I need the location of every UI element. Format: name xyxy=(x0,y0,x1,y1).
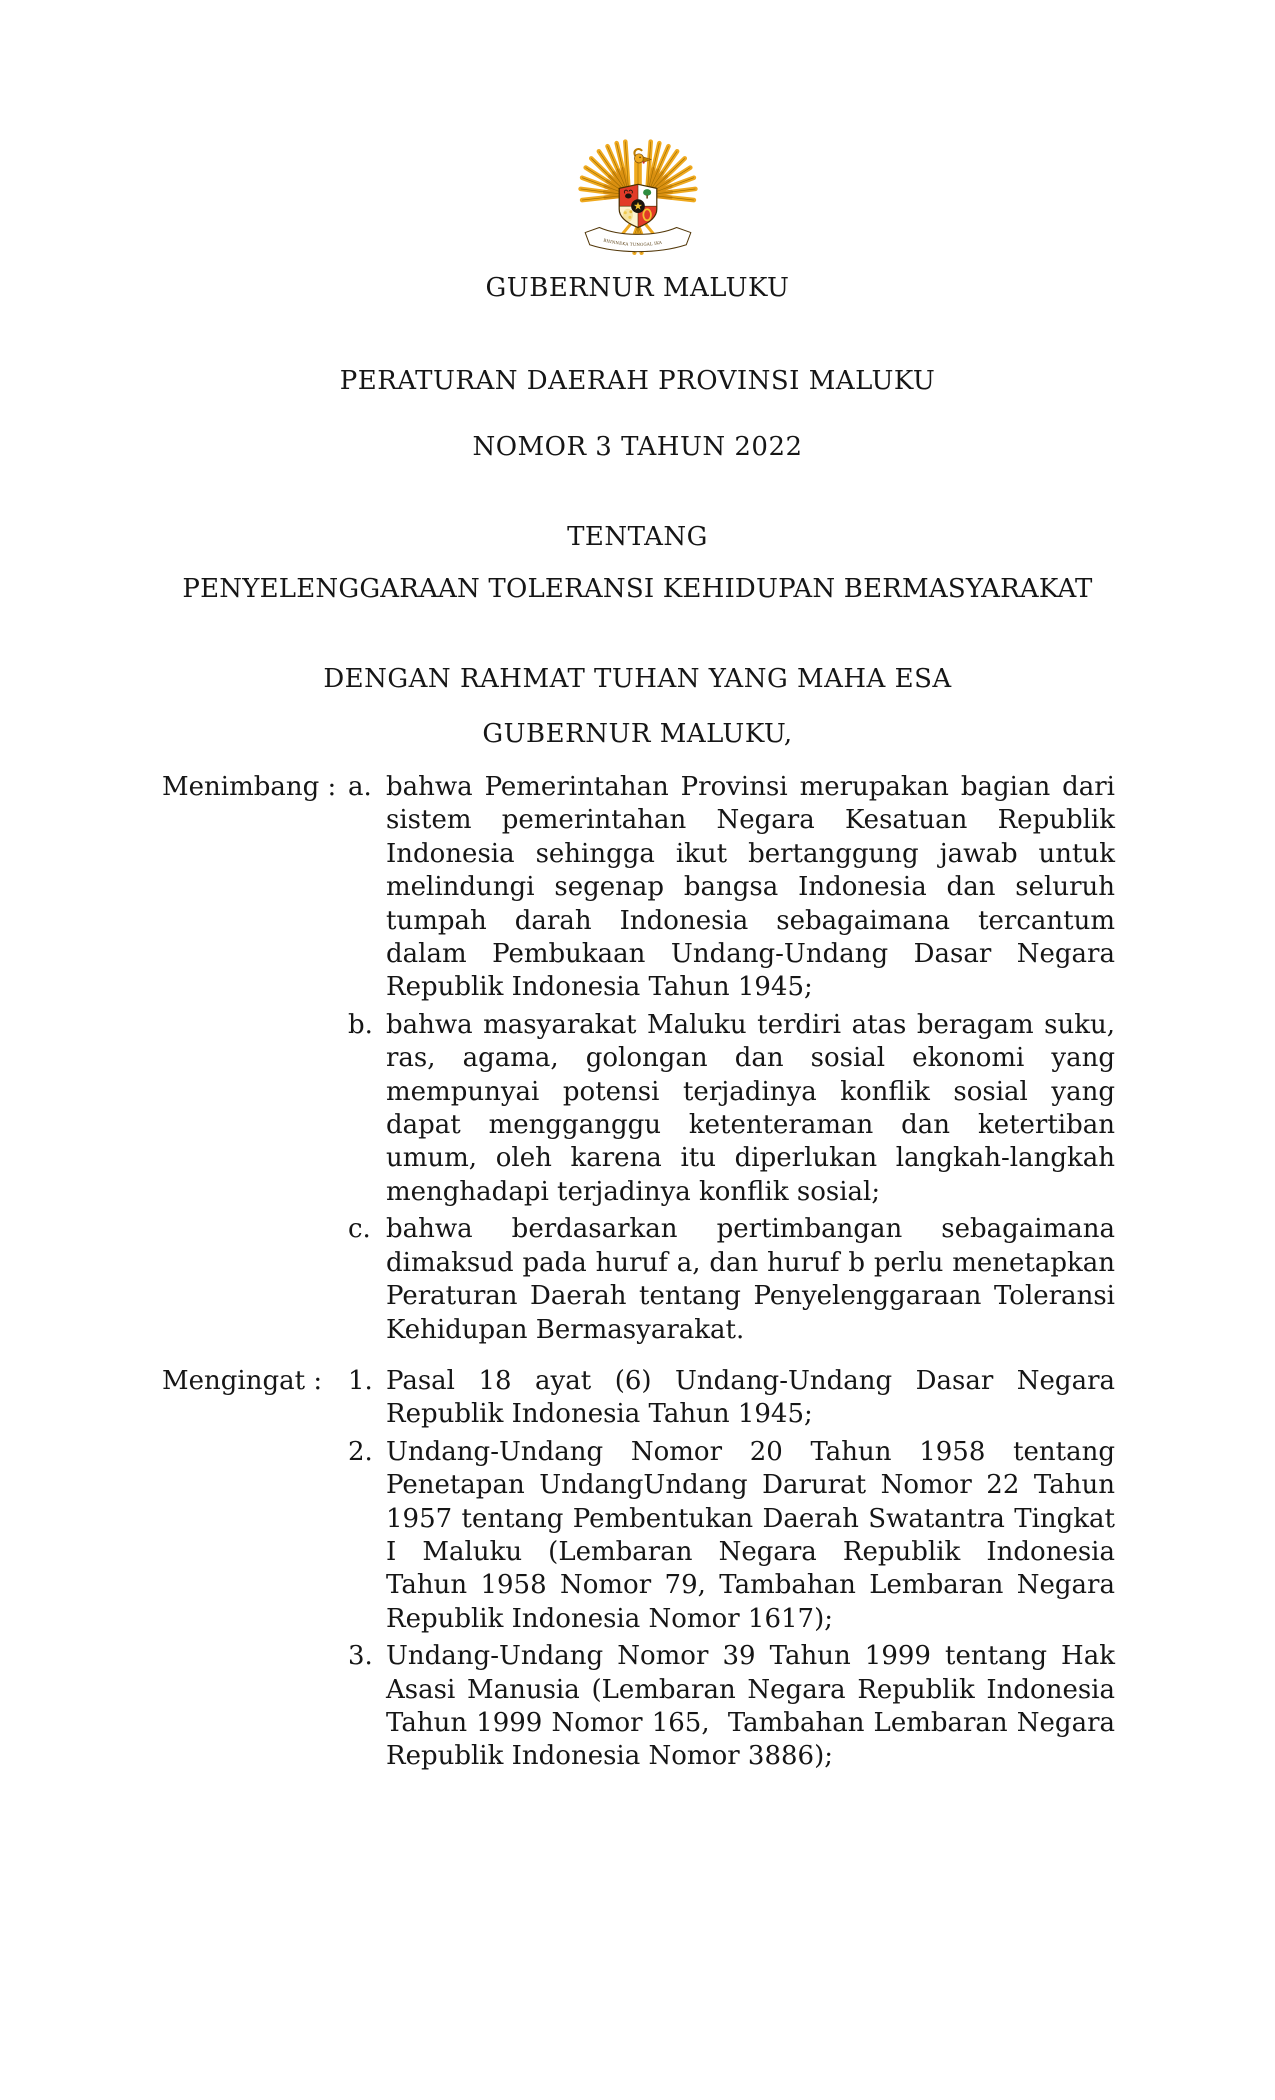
list-item xyxy=(348,1365,1115,1432)
list-item xyxy=(348,1640,1115,1774)
list-item xyxy=(348,1009,1115,1209)
remembering-items xyxy=(348,1365,1115,1774)
considering-label: Menimbang : xyxy=(162,772,337,802)
ribbon-text: BHINNEKA TUNGGAL IKA xyxy=(602,237,662,247)
list-item-marker: 3. xyxy=(348,1641,373,1672)
regulation-subject: PENYELENGGARAAN TOLERANSI KEHIDUPAN BERMASYARAKAT xyxy=(182,574,1093,604)
regulation-title-block xyxy=(0,332,1275,497)
list-item-marker: a. xyxy=(348,772,372,802)
list-item xyxy=(348,1213,1115,1347)
considering-section xyxy=(162,771,1115,1347)
list-item-text: bahwa berdasarkan pertimbangan sebagaimana dimaksud pada huruf a, dan huruf b perlu menetapkan Peraturan Daerah tentang Penyelenggaraan Toleransi Kehidupan Bermasyarakat. xyxy=(386,1214,1115,1345)
regulation-number: NOMOR 3 TAHUN 2022 xyxy=(472,432,803,462)
issuer-line: GUBERNUR MALUKU, xyxy=(482,719,793,749)
list-item-marker: 1. xyxy=(348,1365,373,1396)
invocation-line: DENGAN RAHMAT TUHAN YANG MAHA ESA xyxy=(323,664,952,694)
remembering-label: Mengingat : xyxy=(162,1365,323,1396)
list-item-text: Pasal 18 ayat (6) Undang-Undang Dasar Negara Republik Indonesia Tahun 1945; xyxy=(386,1365,1115,1430)
list-item-text: bahwa Pemerintahan Provinsi merupakan bagian dari sistem pemerintahan Negara Kesatuan Republik Indonesia sehingga ikut bertanggung jawab untuk melindungi segenap bangsa Indonesia dan seluruh tumpah darah Indonesia sebagaimana tercantum dalam Pembukaan Undang-Undang Dasar Negara Republik Indonesia Tahun 1945; xyxy=(386,772,1115,1003)
list-item-marker: c. xyxy=(348,1214,371,1245)
list-item-text: Undang-Undang Nomor 39 Tahun 1999 tentang Hak Asasi Manusia (Lembaran Negara Republik Indonesia Tahun 1999 Nomor 165, Tambahan Lembaran Negara Republik Indonesia Nomor 3886); xyxy=(386,1641,1115,1772)
considering-items xyxy=(348,771,1115,1347)
shield xyxy=(619,182,657,230)
list-item xyxy=(348,771,1115,1005)
list-item-marker: b. xyxy=(348,1009,373,1040)
list-item-marker: 2. xyxy=(348,1436,373,1467)
institution-title: GUBERNUR MALUKU xyxy=(485,273,790,303)
garuda-pancasila-emblem xyxy=(577,133,699,259)
about-label: TENTANG xyxy=(567,522,708,552)
regulation-title: PERATURAN DAERAH PROVINSI MALUKU xyxy=(339,366,936,396)
list-item-text: Undang-Undang Nomor 20 Tahun 1958 tentang Penetapan UndangUndang Darurat Nomor 22 Tahun 1957 tentang Pembentukan Daerah Swatantra Tingkat I Maluku (Lembaran Negara Republik Indonesia Tahun 1958 Nomor 79, Tambahan Lembaran Negara Republik Indonesia Nomor 1617); xyxy=(386,1436,1115,1634)
list-item-text: bahwa masyarakat Maluku terdiri atas beragam suku, ras, agama, golongan dan sosial ekonomi yang mempunyai potensi terjadinya konflik sosial yang dapat mengganggu ketenteraman dan ketertiban umum, oleh karena itu diperlukan langkah-langkah menghadapi terjadinya konflik sosial; xyxy=(386,1009,1115,1207)
remembering-section xyxy=(162,1365,1115,1774)
list-item xyxy=(348,1436,1115,1636)
